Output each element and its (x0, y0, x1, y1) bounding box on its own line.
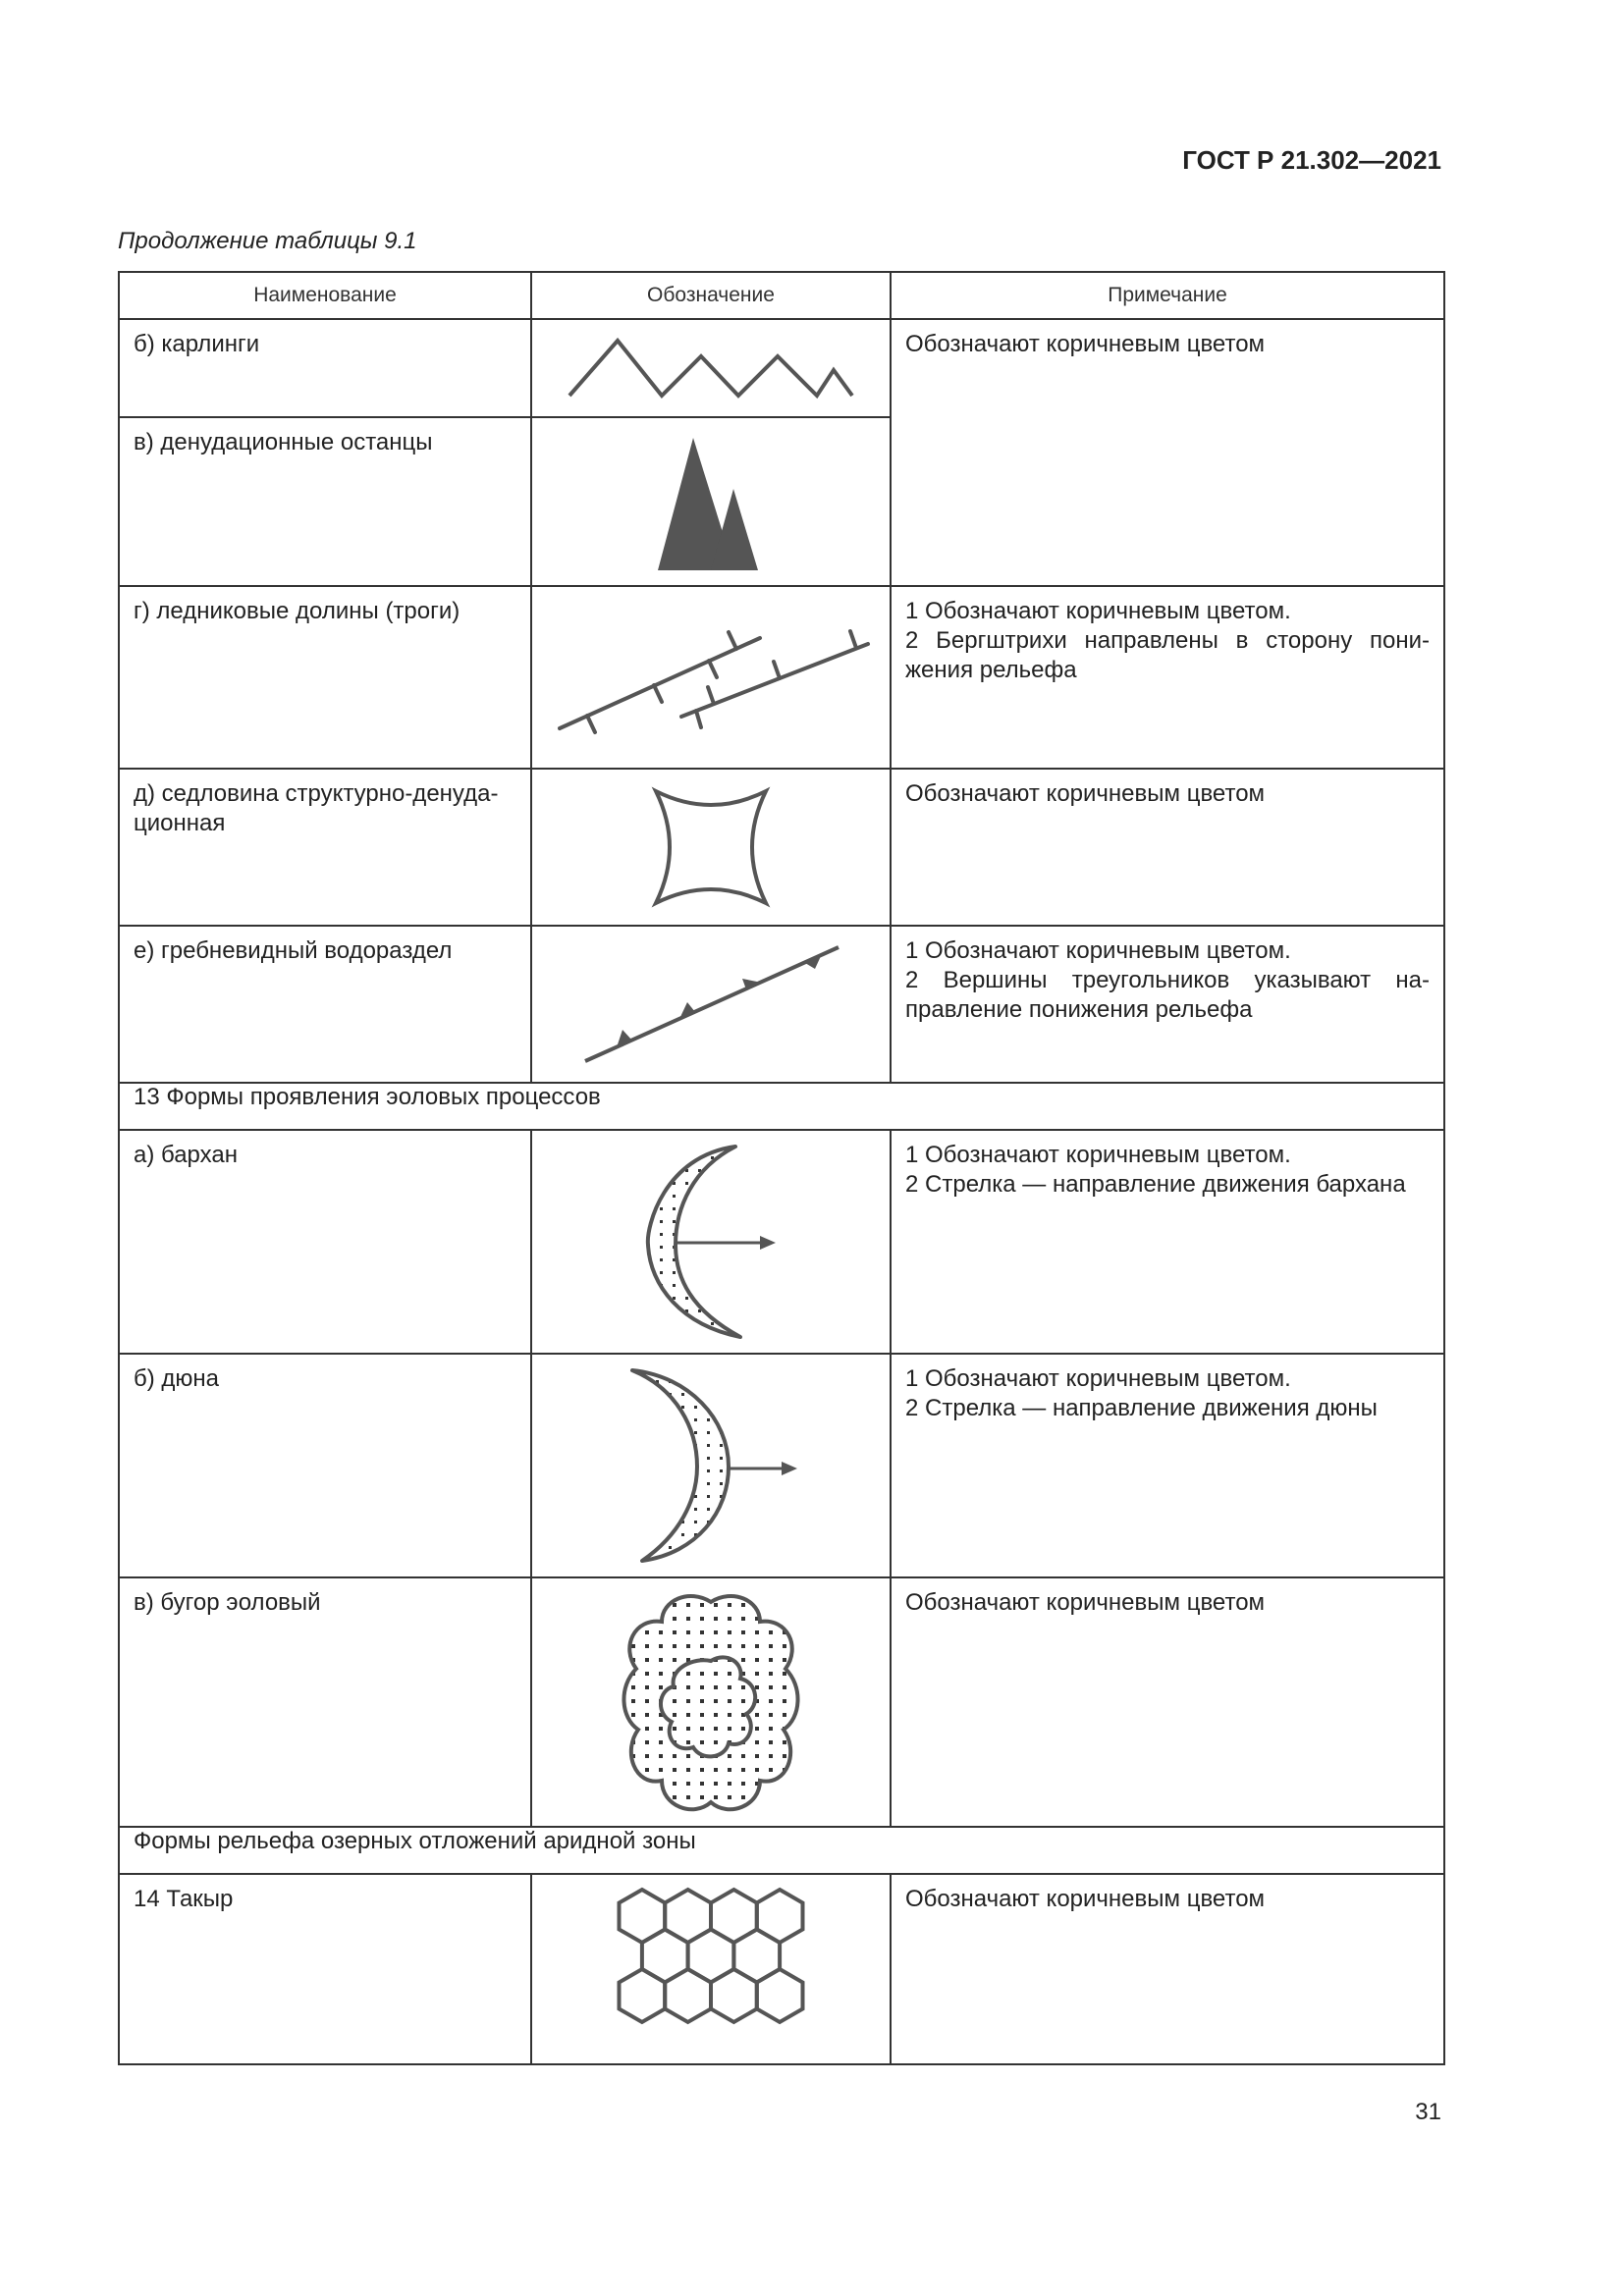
table-row (119, 926, 1444, 1083)
peaks-icon (632, 428, 789, 575)
row-note: Обозначают коричневым цветом (891, 319, 1444, 586)
mound-icon (613, 1584, 809, 1820)
section-title: 13 Формы проявления эоловых процессов (119, 1083, 1444, 1130)
symbol-cell (531, 1577, 891, 1827)
symbol-cell (531, 769, 891, 926)
table-row (119, 319, 1444, 417)
row-name: в) бугор эоловый (119, 1577, 531, 1827)
document-code: ГОСТ Р 21.302—2021 (1182, 145, 1441, 175)
symbol-cell (531, 319, 891, 417)
note-line: 1 Обозначают коричневым цветом. (905, 1365, 1291, 1392)
barkhan-icon (642, 1139, 780, 1345)
symbol-cell (531, 417, 891, 586)
column-header-note: Примечание (891, 272, 1444, 319)
zigzag-icon (564, 329, 858, 407)
symbol-cell (531, 1354, 891, 1577)
row-name: е) гребневидный водораздел (119, 926, 531, 1083)
table-row (119, 769, 1444, 926)
table-row (119, 1874, 1444, 2064)
row-note (891, 1130, 1444, 1354)
row-name: а) бархан (119, 1130, 531, 1354)
hexagon-grid-icon (593, 1886, 829, 2053)
ridge-icon (573, 935, 848, 1073)
row-name: б) карлинги (119, 319, 531, 417)
symbol-cell (531, 586, 891, 769)
table-caption: Продолжение таблицы 9.1 (118, 228, 417, 254)
table-row (119, 1354, 1444, 1577)
table-header-row (119, 272, 1444, 319)
section-title: Формы рельефа озерных отложений аридной зоны (119, 1827, 1444, 1874)
column-header-name: Наименование (119, 272, 531, 319)
note-line: 1 Обозначают коричневым цветом. (905, 1142, 1291, 1168)
note-line: 1 Обозначают коричневым цветом. (905, 937, 1291, 964)
row-note (891, 586, 1444, 769)
trough-icon (544, 599, 878, 756)
row-note (891, 1354, 1444, 1577)
note-line: 2 Стрелка — направление движения дюны (905, 1395, 1378, 1421)
row-name: г) ледниковые долины (троги) (119, 586, 531, 769)
hexagon-cell (665, 1969, 711, 2022)
section-row (119, 1827, 1444, 1874)
table-row (119, 1130, 1444, 1354)
hexagon-cell (711, 1969, 757, 2022)
symbols-table (118, 271, 1445, 2065)
table-row (119, 1577, 1444, 1827)
note-line: 2 Бергштрихи направлены в сторону пони-жения рельефа (905, 627, 1430, 683)
row-name: д) седловина структурно-денуда-ционная (119, 769, 531, 926)
row-name: в) денудационные останцы (119, 417, 531, 586)
dune-icon (613, 1362, 809, 1569)
hexagon-cell (620, 1969, 666, 2022)
row-note (891, 926, 1444, 1083)
section-row (119, 1083, 1444, 1130)
symbol-cell (531, 1874, 891, 2064)
row-name: б) дюна (119, 1354, 531, 1577)
note-line: 2 Вершины треугольников указывают на-правление понижения рельефа (905, 967, 1430, 1023)
page-number: 31 (1415, 2099, 1441, 2125)
symbol-cell (531, 926, 891, 1083)
saddle-icon (642, 781, 780, 914)
row-note: Обозначают коричневым цветом (891, 1874, 1444, 2064)
column-header-symbol: Обозначение (531, 272, 891, 319)
table-row (119, 586, 1444, 769)
row-note: Обозначают коричневым цветом (891, 769, 1444, 926)
row-name: 14 Такыр (119, 1874, 531, 2064)
row-note: Обозначают коричневым цветом (891, 1577, 1444, 1827)
hexagon-cell (757, 1969, 803, 2022)
note-line: 2 Стрелка — направление движения бархана (905, 1171, 1406, 1198)
symbol-cell (531, 1130, 891, 1354)
note-line: 1 Обозначают коричневым цветом. (905, 598, 1291, 624)
